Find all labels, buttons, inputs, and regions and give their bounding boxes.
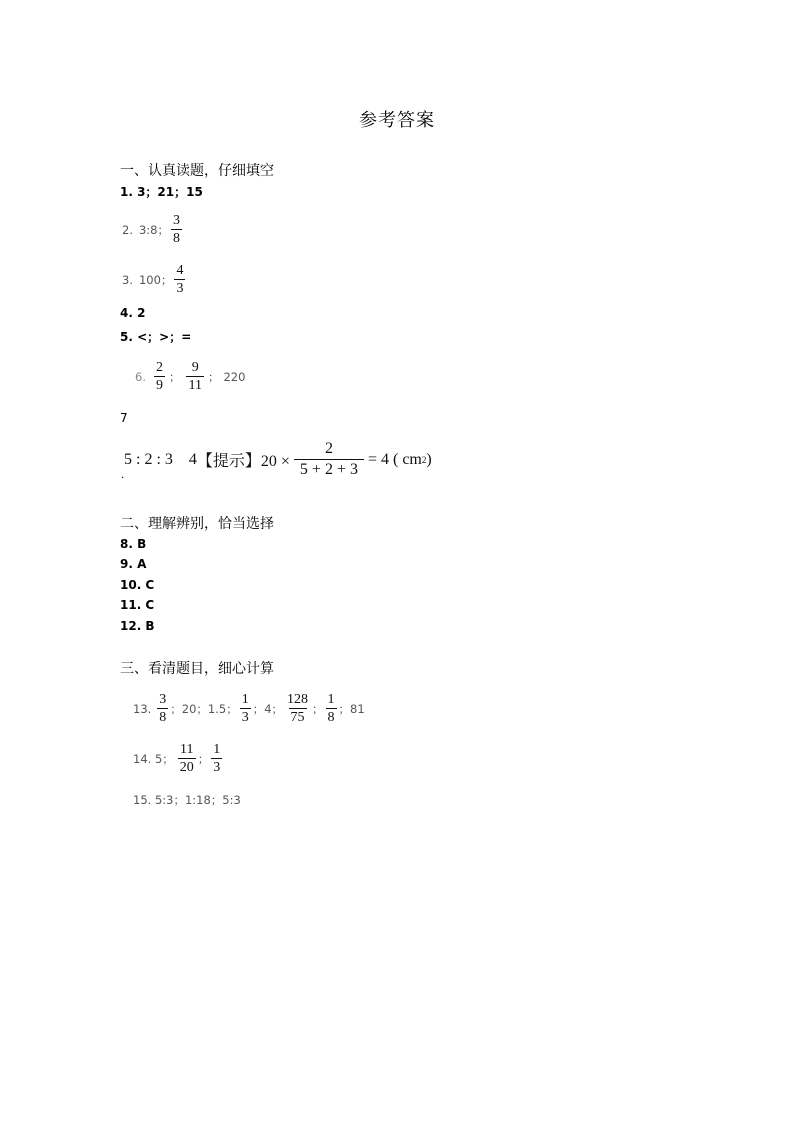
answer-13-text-3: ； — [312, 701, 324, 716]
fraction-denominator: 8 — [159, 710, 167, 725]
fraction-denominator: 9 — [155, 378, 163, 393]
answer-7-close: ) — [426, 450, 432, 468]
answer-2-text: 3:8； — [138, 222, 169, 237]
answer-2-prefix: 2. — [122, 222, 133, 237]
fraction-denominator: 5 + 2 + 3 — [294, 459, 364, 479]
answer-10: 10. C — [120, 578, 155, 592]
fraction-denominator: 3 — [176, 281, 184, 296]
answer-13-fraction-2 — [240, 692, 251, 725]
section-heading-calculation: 三、看清题目，细心计算 — [120, 661, 274, 677]
answer-13 — [133, 692, 365, 725]
fraction-denominator: 20 — [179, 760, 194, 775]
fraction-numerator: 9 — [191, 360, 199, 375]
fraction-denominator: 8 — [173, 231, 180, 246]
answer-7-hint: 【提示】20 × — [196, 453, 290, 470]
answer-9: 9. A — [120, 557, 147, 571]
fraction-numerator: 11 — [180, 742, 194, 757]
answer-11: 11. C — [120, 598, 155, 612]
answer-2-fraction — [171, 213, 182, 246]
answer-7-ratio: 5 : 2 : 3 — [124, 450, 173, 468]
fraction-numerator: 2 — [155, 360, 163, 375]
fraction-numerator: 1 — [213, 742, 221, 757]
answer-4: 4. 2 — [120, 306, 146, 320]
answer-13-fraction-3 — [285, 692, 310, 725]
fraction-denominator: 3 — [213, 760, 221, 775]
section-heading-fill-in: 一、认真读题，仔细填空 — [120, 163, 274, 179]
separator: ； — [207, 369, 220, 384]
answer-6-fraction-1 — [154, 360, 165, 393]
fraction-numerator: 3 — [173, 213, 180, 228]
answer-14-text-1: ； — [197, 751, 210, 766]
answer-8: 8. B — [120, 537, 147, 551]
answer-7-dot: . — [121, 470, 125, 481]
answer-14-fraction-2 — [211, 742, 222, 775]
answer-14-fraction-1 — [178, 742, 196, 775]
answer-14 — [133, 742, 224, 775]
answer-6-fraction-2 — [186, 360, 203, 393]
answer-14-prefix: 14. 5； — [133, 751, 174, 766]
answer-7-equation — [124, 440, 432, 479]
answer-7-value: 4 — [188, 450, 197, 468]
answer-7-label: 7 — [120, 411, 128, 425]
fraction-denominator: 3 — [241, 710, 249, 725]
answer-13-text-1: ；20；1.5； — [170, 701, 238, 716]
answer-7-result: = 4 ( cm — [367, 450, 422, 468]
answer-15: 15. 5:3；1:18；5:3 — [133, 793, 241, 807]
answer-3-fraction — [174, 263, 185, 296]
answer-1: 1. 3；21；15 — [120, 185, 203, 199]
fraction-denominator: 8 — [327, 710, 335, 725]
fraction-numerator: 4 — [176, 263, 184, 278]
answer-13-text-2: ；4； — [252, 701, 284, 716]
fraction-numerator: 2 — [324, 440, 333, 457]
answer-3-text: 100； — [138, 272, 173, 287]
answer-7-fraction — [294, 440, 364, 479]
answer-13-prefix: 13. — [133, 701, 152, 716]
answer-3 — [122, 263, 187, 296]
answer-12: 12. B — [120, 619, 155, 633]
answer-2 — [122, 213, 184, 246]
fraction-numerator: 1 — [327, 692, 335, 707]
answer-6 — [135, 360, 245, 393]
fraction-numerator: 128 — [287, 692, 309, 707]
section-heading-choice: 二、理解辨别，恰当选择 — [120, 516, 274, 532]
answer-13-fraction-4 — [326, 692, 337, 725]
answer-7-superscript: 2 — [421, 454, 427, 465]
answer-6-prefix: 6. — [135, 369, 146, 384]
fraction-numerator: 1 — [241, 692, 249, 707]
fraction-denominator: 11 — [188, 378, 202, 393]
answer-6-tail: 220 — [223, 369, 246, 384]
fraction-denominator: 75 — [290, 710, 305, 725]
page-title: 参考答案 — [359, 110, 435, 131]
answer-13-fraction-1 — [157, 692, 168, 725]
answer-13-text-4: ；81 — [338, 701, 365, 716]
fraction-numerator: 3 — [159, 692, 167, 707]
answer-5: 5. <；>；= — [120, 330, 192, 344]
answer-3-prefix: 3. — [122, 272, 133, 287]
separator: ； — [168, 369, 181, 384]
